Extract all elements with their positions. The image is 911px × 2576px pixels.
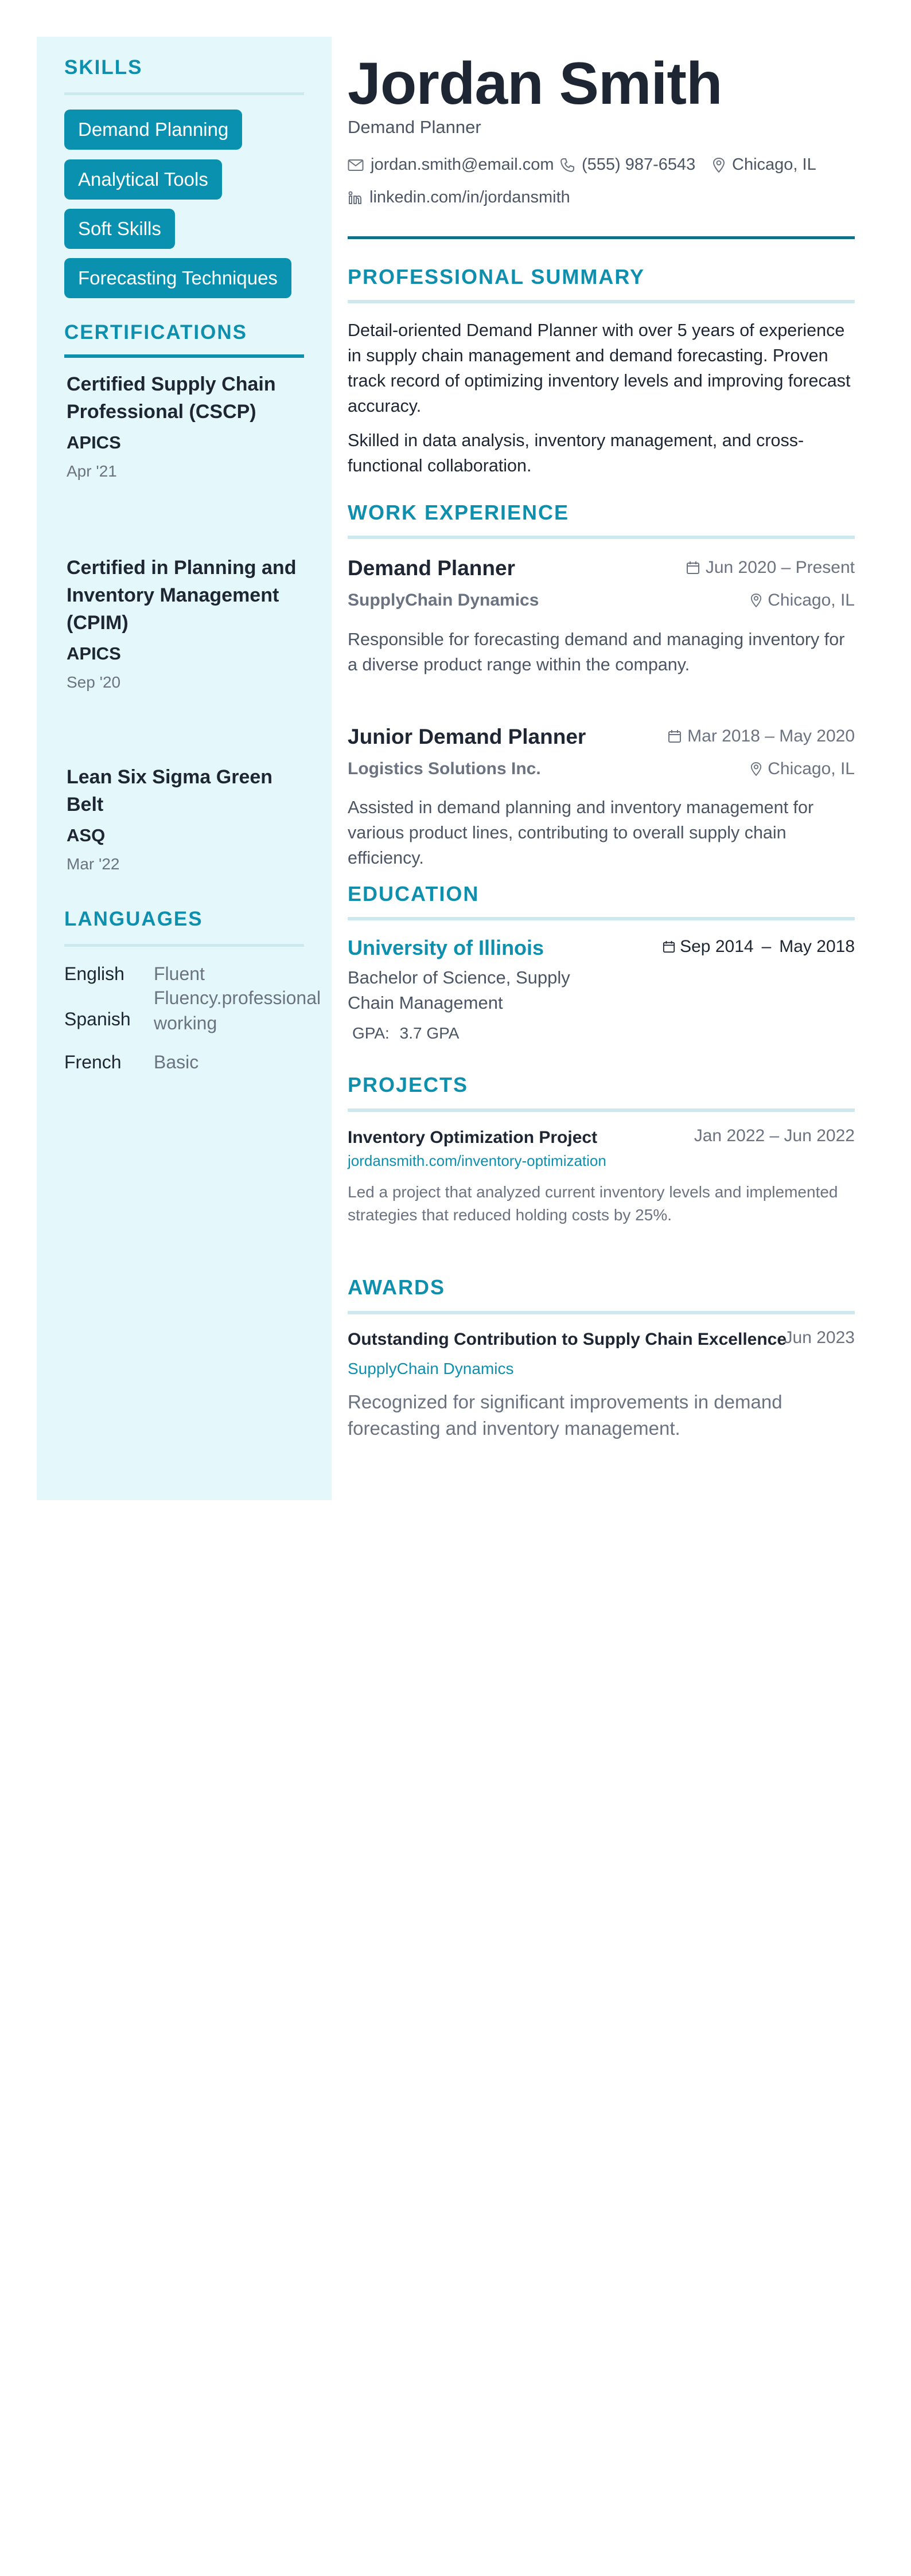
- certifications-heading: CERTIFICATIONS: [64, 321, 248, 344]
- language-name: French: [64, 1052, 122, 1072]
- location-text: Chicago, IL: [732, 155, 816, 174]
- summary-paragraph: Skilled in data analysis, inventory management, and cross-functional collaboration.: [348, 431, 804, 475]
- certification-item: [67, 763, 302, 876]
- candidate-name: Jordan Smith: [348, 50, 722, 117]
- summary-heading: PROFESSIONAL SUMMARY: [348, 265, 645, 288]
- map-pin-icon: [750, 593, 762, 608]
- language-level: Basic: [154, 1052, 199, 1072]
- language-name: English: [64, 963, 124, 984]
- award-date: Jun 2023: [784, 1328, 855, 1347]
- skill-chip: Forecasting Techniques: [64, 258, 291, 298]
- language-name: Spanish: [64, 1009, 131, 1029]
- project-dates: Jan 2022 – Jun 2022: [694, 1126, 855, 1145]
- experience-divider: [348, 536, 855, 539]
- map-pin-icon: [713, 157, 725, 173]
- projects-heading: PROJECTS: [348, 1073, 469, 1096]
- calendar-icon: [686, 561, 700, 575]
- mail-icon: [348, 159, 364, 171]
- contact-linkedin[interactable]: [348, 188, 570, 207]
- candidate-title: Demand Planner: [348, 117, 481, 137]
- language-level: Fluency.professional working: [154, 988, 321, 1033]
- linkedin-text: linkedin.com/in/jordansmith: [369, 188, 570, 206]
- email-text: jordan.smith@email.com: [371, 155, 554, 174]
- calendar-icon: [663, 940, 675, 953]
- gpa-value: 3.7 GPA: [399, 1024, 460, 1042]
- skill-chip: Analytical Tools: [64, 159, 222, 200]
- certification-date: Apr '21: [67, 462, 117, 480]
- contact-phone[interactable]: [560, 155, 695, 174]
- award-title: Outstanding Contribution to Supply Chain Excellence: [348, 1330, 787, 1349]
- job-dates-text: Jun 2020 – Present: [705, 558, 855, 577]
- project-title: Inventory Optimization Project: [348, 1128, 598, 1147]
- experience-heading: WORK EXPERIENCE: [348, 501, 570, 524]
- skill-chip: Demand Planning: [64, 110, 242, 150]
- certification-issuer: ASQ: [67, 825, 106, 845]
- phone-text: (555) 987-6543: [582, 155, 696, 174]
- summary-paragraph: Detail-oriented Demand Planner with over 5 years of experience in supply chain management and demand forecasting. Proven track record of optimizing inventory levels and improving forecast accuracy.: [348, 321, 851, 416]
- education-degree: Bachelor of Science, Supply Chain Management: [348, 967, 570, 1013]
- job-location-text: Chicago, IL: [768, 591, 855, 610]
- projects-divider: [348, 1109, 855, 1112]
- linkedin-icon: [348, 190, 363, 205]
- project-link[interactable]: jordansmith.com/inventory-optimization: [348, 1152, 606, 1169]
- languages-heading: LANGUAGES: [64, 908, 203, 930]
- certification-date: Mar '22: [67, 855, 120, 873]
- job-dates: [668, 727, 855, 746]
- certification-item: [67, 370, 302, 483]
- certification-date: Sep '20: [67, 673, 121, 691]
- job-description: Assisted in demand planning and inventory management for various product lines, contributing to overall supply chain efficiency.: [348, 798, 814, 868]
- skill-chip: Soft Skills: [64, 209, 175, 249]
- education-start: Sep 2014: [680, 937, 754, 956]
- education-divider: [348, 917, 855, 920]
- sidebar: [37, 37, 332, 1500]
- calendar-icon: [668, 729, 682, 743]
- awards-divider: [348, 1311, 855, 1314]
- certifications-divider: [64, 354, 304, 358]
- contact-email[interactable]: [348, 155, 554, 174]
- job-dates-text: Mar 2018 – May 2020: [687, 727, 855, 746]
- job-location: [750, 759, 855, 779]
- job-company: Logistics Solutions Inc.: [348, 759, 541, 778]
- certification-issuer: APICS: [67, 432, 121, 452]
- award-organization: SupplyChain Dynamics: [348, 1360, 514, 1377]
- job-company: SupplyChain Dynamics: [348, 591, 539, 610]
- certification-item: [67, 554, 302, 694]
- job-description: Responsible for forecasting demand and managing inventory for a diverse product range within the company.: [348, 630, 845, 674]
- map-pin-icon: [750, 762, 762, 776]
- gpa-label: GPA:: [352, 1024, 390, 1042]
- certification-issuer: APICS: [67, 643, 121, 663]
- education-dates: [663, 937, 855, 957]
- education-heading: EDUCATION: [348, 882, 480, 905]
- contact-location: [713, 155, 816, 174]
- job-title: Junior Demand Planner: [348, 725, 586, 748]
- job-location-text: Chicago, IL: [768, 759, 855, 778]
- skills-heading: SKILLS: [64, 56, 143, 79]
- header-divider: [348, 236, 855, 239]
- award-description: Recognized for significant improvements in demand forecasting and inventory management.: [348, 1391, 782, 1439]
- education-date-separator: –: [761, 937, 772, 956]
- education-end: May 2018: [779, 937, 855, 956]
- language-level: Fluent: [154, 963, 205, 984]
- summary-divider: [348, 300, 855, 303]
- certification-name: Lean Six Sigma Green Belt: [67, 766, 273, 815]
- phone-icon: [560, 158, 575, 173]
- certification-name: Certified Supply Chain Professional (CSCP): [67, 373, 276, 423]
- languages-divider: [64, 944, 304, 947]
- job-title: Demand Planner: [348, 556, 515, 580]
- education-gpa: [352, 1024, 459, 1043]
- skills-divider: [64, 92, 304, 95]
- education-school: University of Illinois: [348, 936, 544, 959]
- certification-name: Certified in Planning and Inventory Management (CPIM): [67, 557, 297, 634]
- awards-heading: AWARDS: [348, 1275, 446, 1299]
- job-dates: [686, 558, 855, 577]
- job-location: [750, 591, 855, 610]
- project-description: Led a project that analyzed current inventory levels and implemented strategies that reduced holding costs by 25%.: [348, 1183, 838, 1224]
